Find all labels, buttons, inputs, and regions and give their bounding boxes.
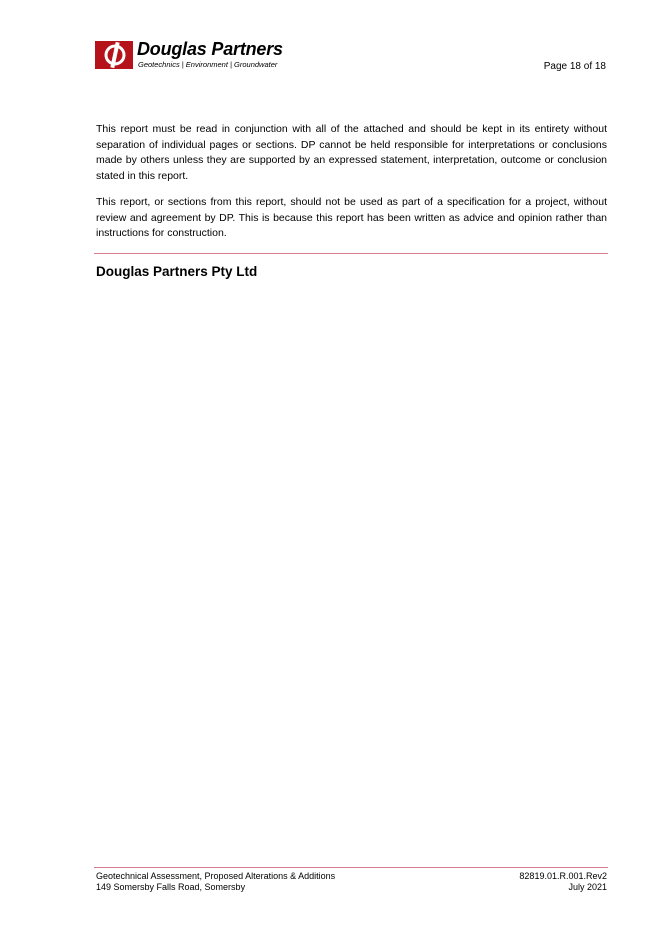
footer-report-title: Geotechnical Assessment, Proposed Alterations & Additions [96,871,336,881]
footer-date: July 2021 [568,882,607,892]
douglas-partners-logo [95,41,305,71]
dp-logo-icon [95,41,133,69]
page-number: Page 18 of 18 [543,61,606,72]
logo-company-name: Douglas Partners [137,39,283,59]
paragraph-1: This report must be read in conjunction with all of the attached and should be kept in its entirety without separation of individual pages or sections. DP cannot be held responsible for interpretations or conclusions made by others unless they are supported by an expressed statement, interpretation, outcome or conclusion stated in this report. [96,123,607,182]
footer-right [519,871,607,893]
section-divider [94,253,608,254]
footer-divider [94,867,608,868]
logo-tagline: Geotechnics | Environment | Groundwater [138,60,278,69]
footer-address: 149 Somersby Falls Road, Somersby [96,882,246,892]
signature-company: Douglas Partners Pty Ltd [96,264,258,279]
footer-left [96,871,335,893]
footer-report-number: 82819.01.R.001.Rev2 [519,871,607,881]
paragraph-2: This report, or sections from this report, should not be used as part of a specification for a project, without review and agreement by DP. This is because this report has been written as advice and opinion rather than instructions for construction. [96,196,607,239]
